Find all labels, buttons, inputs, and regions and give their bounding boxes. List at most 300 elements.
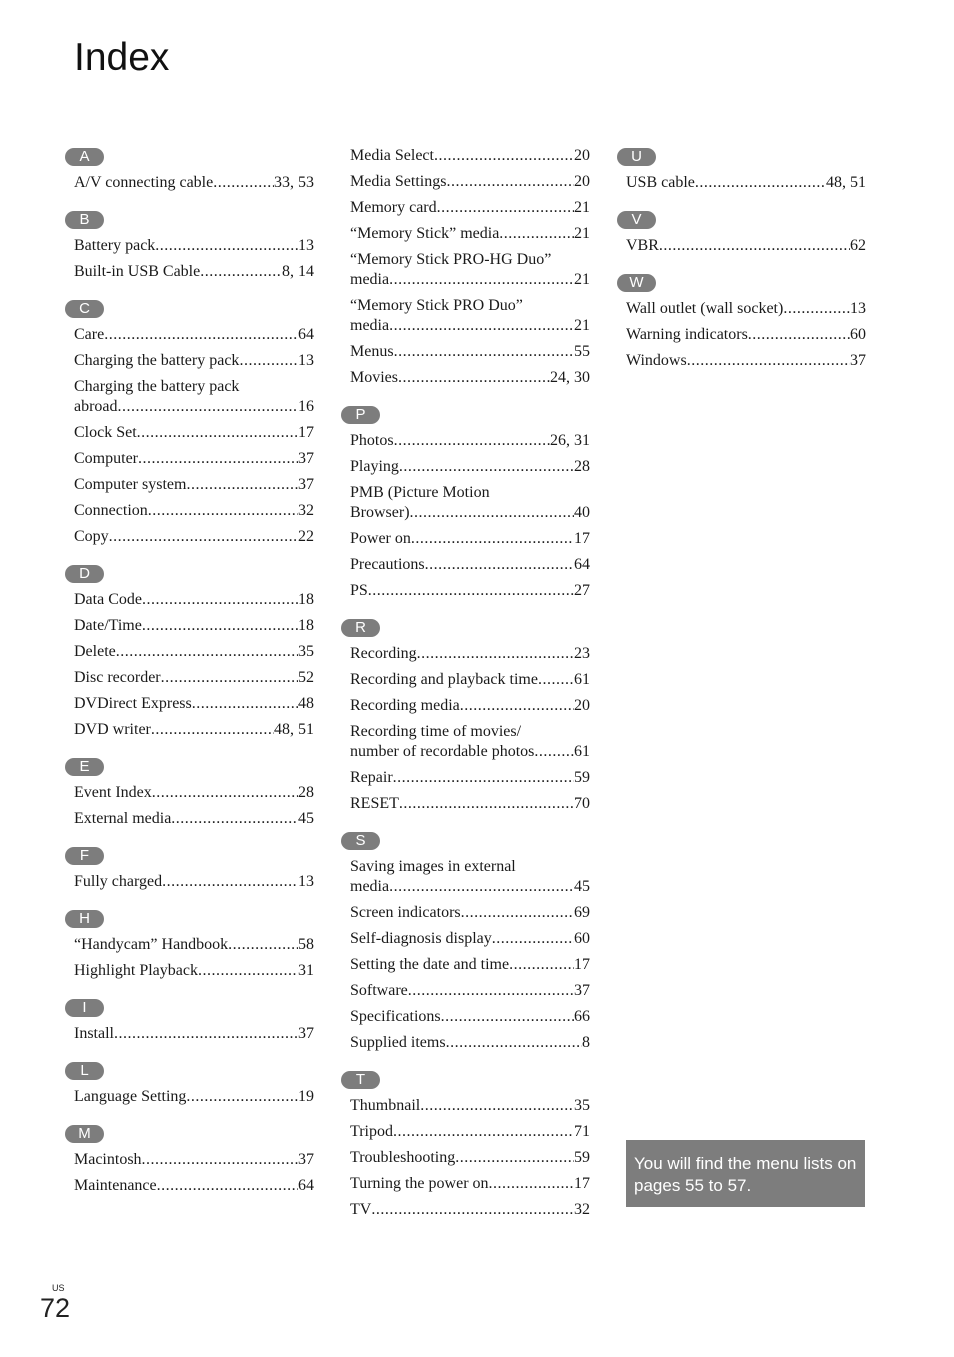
entry-term: Care	[74, 326, 105, 343]
entry-term: Screen indicators	[350, 904, 461, 921]
entry-page-ref: 22	[298, 528, 314, 545]
entry-page-ref: 18	[298, 591, 314, 608]
dot-leader	[389, 877, 574, 897]
dot-leader	[434, 146, 574, 166]
entry-line	[74, 809, 314, 829]
index-entry	[74, 236, 314, 256]
entry-term: Media Select	[350, 147, 434, 164]
entry-term: Computer	[74, 450, 138, 467]
index-entry	[350, 981, 590, 1001]
dot-leader	[368, 581, 574, 601]
entry-term: Windows	[626, 352, 687, 369]
dot-leader	[114, 1024, 298, 1044]
entry-page-ref: 37	[850, 352, 866, 369]
entry-page-ref: 28	[574, 458, 590, 475]
index-entry	[350, 1122, 590, 1142]
entry-page-ref: 60	[574, 930, 590, 947]
entry-line	[74, 935, 314, 955]
dot-leader	[687, 351, 850, 371]
index-column-3	[626, 146, 866, 389]
section-letter-badge: V	[617, 211, 656, 229]
entry-line	[350, 644, 590, 664]
entry-line	[350, 877, 590, 897]
entry-term: Browser)	[350, 504, 410, 521]
entry-page-ref: 59	[574, 1149, 590, 1166]
section-letter-badge: W	[617, 274, 656, 292]
entry-page-ref: 26, 31	[550, 432, 590, 449]
page-footer	[40, 1283, 70, 1323]
index-entry	[74, 1176, 314, 1196]
entry-page-ref: 58	[298, 936, 314, 953]
entry-term: Charging the battery pack	[74, 352, 240, 369]
entry-line	[350, 296, 590, 316]
dot-leader	[142, 590, 298, 610]
dot-leader	[748, 325, 850, 345]
entry-page-ref: 71	[574, 1123, 590, 1140]
dot-leader	[695, 173, 826, 193]
entry-page-ref: 13	[850, 300, 866, 317]
entry-term: abroad	[74, 398, 118, 415]
entry-term: “Memory Stick” media	[350, 225, 500, 242]
entry-line	[74, 377, 314, 397]
entry-page-ref: 20	[574, 697, 590, 714]
dot-leader	[446, 172, 574, 192]
entry-line	[350, 503, 590, 523]
index-entry	[74, 783, 314, 803]
entry-term: Playing	[350, 458, 399, 475]
index-entry	[74, 616, 314, 636]
entry-line	[74, 1176, 314, 1196]
dot-leader	[213, 173, 274, 193]
entry-page-ref: 32	[574, 1201, 590, 1218]
entry-line	[350, 146, 590, 166]
index-entry	[74, 642, 314, 662]
entry-page-ref: 8	[582, 1034, 590, 1051]
dot-leader	[783, 299, 850, 319]
entry-line	[350, 1096, 590, 1116]
dot-leader	[161, 668, 298, 688]
entry-line	[350, 742, 590, 762]
entry-term: media	[350, 878, 390, 895]
index-entry	[74, 262, 314, 282]
index-entry	[350, 644, 590, 664]
entry-page-ref: 17	[574, 530, 590, 547]
entry-line	[74, 173, 314, 193]
entry-term: Built-in USB Cable	[74, 263, 201, 280]
entry-line	[350, 1033, 590, 1053]
index-section	[626, 148, 866, 193]
entry-line	[74, 351, 314, 371]
entry-page-ref: 35	[574, 1097, 590, 1114]
entry-page-ref: 17	[298, 424, 314, 441]
index-entry	[626, 173, 866, 193]
entry-line	[350, 670, 590, 690]
entry-page-ref: 40	[574, 504, 590, 521]
dot-leader	[192, 694, 298, 714]
index-section	[74, 565, 314, 740]
index-entry	[74, 668, 314, 688]
dot-leader	[461, 903, 574, 923]
entry-line	[350, 1007, 590, 1027]
index-section	[350, 619, 590, 814]
entry-page-ref: 27	[574, 582, 590, 599]
dot-leader	[200, 262, 282, 282]
section-letter-badge: P	[341, 406, 380, 424]
index-entry	[74, 377, 314, 417]
entry-page-ref: 37	[574, 982, 590, 999]
index-column-2	[350, 146, 590, 1238]
index-entry	[350, 431, 590, 451]
entry-term: Language Setting	[74, 1088, 187, 1105]
index-section	[74, 300, 314, 547]
dot-leader	[437, 198, 574, 218]
entry-line	[74, 325, 314, 345]
entry-line	[350, 342, 590, 362]
section-letter-badge: E	[65, 758, 104, 776]
index-entry	[74, 1087, 314, 1107]
index-entry	[74, 694, 314, 714]
entry-term: DVD writer	[74, 721, 151, 738]
dot-leader	[371, 1200, 574, 1220]
entry-term: Battery pack	[74, 237, 156, 254]
dot-leader	[399, 794, 574, 814]
entry-line	[74, 236, 314, 256]
dot-leader	[137, 423, 298, 443]
entry-page-ref: 33, 53	[274, 174, 314, 191]
entry-term: Supplied items	[350, 1034, 446, 1051]
entry-line	[350, 483, 590, 503]
index-section	[74, 847, 314, 892]
index-entry	[350, 1174, 590, 1194]
entry-term: Highlight Playback	[74, 962, 198, 979]
index-entry	[626, 351, 866, 371]
entry-line	[74, 423, 314, 443]
index-entry	[350, 581, 590, 601]
entry-line	[350, 722, 590, 742]
index-entry	[74, 527, 314, 547]
index-entry	[74, 449, 314, 469]
dot-leader	[534, 742, 574, 762]
dot-leader	[509, 955, 574, 975]
index-section	[350, 832, 590, 1053]
entry-line	[626, 325, 866, 345]
dot-leader	[109, 527, 298, 547]
entry-term: External media	[74, 810, 172, 827]
entry-term: Event Index	[74, 784, 152, 801]
entry-term: Recording media	[350, 697, 460, 714]
entry-page-ref: 13	[298, 873, 314, 890]
section-letter-badge: L	[65, 1062, 104, 1080]
entry-page-ref: 17	[574, 956, 590, 973]
entry-page-ref: 13	[298, 352, 314, 369]
entry-term: number of recordable photos	[350, 743, 535, 760]
dot-leader	[410, 503, 574, 523]
entry-page-ref: 21	[574, 271, 590, 288]
entry-term: Recording time of movies/	[350, 723, 522, 740]
entry-term: Disc recorder	[74, 669, 161, 686]
entry-line	[74, 1024, 314, 1044]
entry-page-ref: 37	[298, 1025, 314, 1042]
entry-line	[350, 857, 590, 877]
index-entry	[350, 483, 590, 523]
dot-leader	[394, 342, 574, 362]
entry-line	[350, 929, 590, 949]
section-letter-badge: D	[65, 565, 104, 583]
dot-leader	[104, 325, 298, 345]
entry-line	[74, 720, 314, 740]
entry-line	[350, 903, 590, 923]
index-section	[74, 1125, 314, 1196]
entry-line	[74, 1087, 314, 1107]
entry-page-ref: 28	[298, 784, 314, 801]
entry-page-ref: 18	[298, 617, 314, 634]
index-entry	[350, 146, 590, 166]
entry-term: Date/Time	[74, 617, 142, 634]
index-section	[626, 211, 866, 256]
section-letter-badge: F	[65, 847, 104, 865]
entry-line	[350, 794, 590, 814]
entry-page-ref: 21	[574, 225, 590, 242]
entry-page-ref: 21	[574, 199, 590, 216]
index-entry	[626, 299, 866, 319]
entry-line	[350, 768, 590, 788]
dot-leader	[425, 555, 574, 575]
dot-leader	[155, 236, 298, 256]
entry-page-ref: 52	[298, 669, 314, 686]
index-entry	[74, 423, 314, 443]
entry-term: Fully charged	[74, 873, 163, 890]
section-letter-badge: M	[65, 1125, 104, 1143]
index-section	[74, 1062, 314, 1107]
entry-page-ref: 8, 14	[282, 263, 314, 280]
index-entry	[350, 224, 590, 244]
index-entry	[350, 296, 590, 336]
entry-term: Repair	[350, 769, 393, 786]
index-entry	[350, 457, 590, 477]
entry-term: Delete	[74, 643, 116, 660]
index-entry	[74, 501, 314, 521]
entry-page-ref: 37	[298, 476, 314, 493]
dot-leader	[499, 224, 574, 244]
entry-term: PMB (Picture Motion	[350, 484, 490, 501]
entry-page-ref: 23	[574, 645, 590, 662]
dot-leader	[239, 351, 298, 371]
entry-line	[350, 1122, 590, 1142]
entry-line	[350, 529, 590, 549]
entry-term: media	[350, 271, 390, 288]
entry-term: Recording	[350, 645, 417, 662]
index-entry	[350, 342, 590, 362]
entry-line	[74, 590, 314, 610]
entry-term: media	[350, 317, 390, 334]
menu-list-note: You will find the menu lists on pages 55 to 57.	[626, 1140, 865, 1207]
index-entry	[74, 961, 314, 981]
index-section	[626, 274, 866, 371]
entry-line	[350, 431, 590, 451]
entry-term: Software	[350, 982, 408, 999]
dot-leader	[492, 929, 574, 949]
entry-line	[350, 555, 590, 575]
entry-page-ref: 69	[574, 904, 590, 921]
index-entry	[350, 696, 590, 716]
index-entry	[350, 250, 590, 290]
entry-line	[74, 668, 314, 688]
entry-line	[350, 981, 590, 1001]
entry-page-ref: 62	[850, 237, 866, 254]
entry-page-ref: 21	[574, 317, 590, 334]
index-entry	[350, 1007, 590, 1027]
dot-leader	[148, 501, 298, 521]
entry-page-ref: 31	[298, 962, 314, 979]
entry-page-ref: 17	[574, 1175, 590, 1192]
index-entry	[74, 351, 314, 371]
dot-leader	[171, 809, 298, 829]
entry-line	[74, 872, 314, 892]
entry-line	[74, 694, 314, 714]
entry-term: Memory card	[350, 199, 437, 216]
section-letter-badge: U	[617, 148, 656, 166]
entry-term: Macintosh	[74, 1151, 142, 1168]
entry-line	[350, 1148, 590, 1168]
index-entry	[350, 929, 590, 949]
index-entry	[74, 720, 314, 740]
entry-term: PS	[350, 582, 368, 599]
section-letter-badge: R	[341, 619, 380, 637]
entry-line	[350, 581, 590, 601]
entry-term: Turning the power on	[350, 1175, 489, 1192]
section-letter-badge: C	[65, 300, 104, 318]
section-letter-badge: S	[341, 832, 380, 850]
entry-line	[74, 1150, 314, 1170]
dot-leader	[659, 236, 850, 256]
index-entry	[350, 955, 590, 975]
entry-line	[74, 501, 314, 521]
index-entry	[74, 475, 314, 495]
entry-page-ref: 59	[574, 769, 590, 786]
entry-page-ref: 64	[298, 1177, 314, 1194]
entry-page-ref: 13	[298, 237, 314, 254]
section-letter-badge: T	[341, 1071, 380, 1089]
entry-line	[350, 250, 590, 270]
index-section	[74, 758, 314, 829]
dot-leader	[460, 696, 574, 716]
entry-page-ref: 55	[574, 343, 590, 360]
entry-page-ref: 20	[574, 147, 590, 164]
index-entry	[626, 236, 866, 256]
entry-term: “Memory Stick PRO-HG Duo”	[350, 251, 552, 268]
entry-term: Recording and playback time	[350, 671, 538, 688]
dot-leader	[142, 1150, 298, 1170]
entry-line	[626, 299, 866, 319]
entry-term: Troubleshooting	[350, 1149, 456, 1166]
entry-line	[74, 616, 314, 636]
dot-leader	[394, 431, 550, 451]
entry-term: Tripod	[350, 1123, 393, 1140]
dot-leader	[446, 1033, 582, 1053]
index-entry	[350, 555, 590, 575]
entry-page-ref: 32	[298, 502, 314, 519]
entry-page-ref: 48	[298, 695, 314, 712]
index-section	[350, 1071, 590, 1220]
page-title: Index	[74, 36, 170, 79]
entry-line	[350, 172, 590, 192]
dot-leader	[393, 1122, 574, 1142]
entry-term: Media Settings	[350, 173, 447, 190]
dot-leader	[538, 670, 574, 690]
index-entry	[74, 935, 314, 955]
entry-term: Photos	[350, 432, 394, 449]
index-entry	[350, 529, 590, 549]
index-section	[74, 999, 314, 1044]
dot-leader	[138, 449, 298, 469]
entry-page-ref: 64	[574, 556, 590, 573]
index-entry	[350, 857, 590, 897]
dot-leader	[157, 1176, 298, 1196]
entry-line	[74, 449, 314, 469]
entry-term: VBR	[626, 237, 659, 254]
index-entry	[350, 1033, 590, 1053]
entry-page-ref: 61	[574, 743, 590, 760]
entry-page-ref: 16	[298, 398, 314, 415]
entry-page-ref: 70	[574, 795, 590, 812]
entry-term: Charging the battery pack	[74, 378, 240, 395]
entry-page-ref: 20	[574, 173, 590, 190]
entry-line	[74, 262, 314, 282]
index-column-1	[74, 146, 314, 1214]
entry-line	[626, 351, 866, 371]
entry-term: Precautions	[350, 556, 425, 573]
index-entry	[350, 768, 590, 788]
entry-term: Self-diagnosis display	[350, 930, 492, 947]
index-entry	[350, 368, 590, 388]
dot-leader	[142, 616, 298, 636]
entry-page-ref: 19	[298, 1088, 314, 1105]
entry-line	[74, 475, 314, 495]
index-entry	[350, 903, 590, 923]
index-entry	[74, 590, 314, 610]
section-letter-badge: A	[65, 148, 104, 166]
entry-line	[74, 642, 314, 662]
index-entry	[74, 173, 314, 193]
index-entry	[350, 1200, 590, 1220]
entry-term: Copy	[74, 528, 109, 545]
entry-page-ref: 66	[574, 1008, 590, 1025]
entry-term: Power on	[350, 530, 411, 547]
index-entry	[74, 809, 314, 829]
index-entry	[74, 1150, 314, 1170]
dot-leader	[420, 1096, 574, 1116]
index-entry	[350, 1096, 590, 1116]
entry-term: Computer system	[74, 476, 187, 493]
index-entry	[74, 872, 314, 892]
index-entry	[74, 1024, 314, 1044]
entry-term: Clock Set	[74, 424, 137, 441]
dot-leader	[411, 529, 574, 549]
entry-term: Wall outlet (wall socket)	[626, 300, 784, 317]
entry-line	[350, 1200, 590, 1220]
entry-line	[350, 368, 590, 388]
index-section	[74, 211, 314, 282]
entry-line	[350, 316, 590, 336]
dot-leader	[393, 768, 574, 788]
entry-term: “Memory Stick PRO Duo”	[350, 297, 523, 314]
dot-leader	[399, 457, 574, 477]
entry-term: Saving images in external	[350, 858, 516, 875]
entry-page-ref: 48, 51	[274, 721, 314, 738]
index-section	[350, 146, 590, 388]
entry-term: Specifications	[350, 1008, 441, 1025]
entry-term: Movies	[350, 369, 398, 386]
